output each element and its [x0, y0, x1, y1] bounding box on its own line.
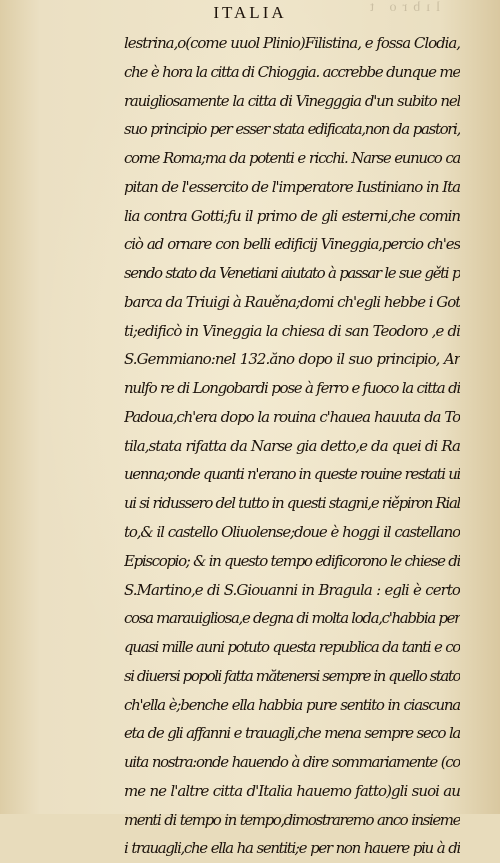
text-line: eta de gli affanni e trauagli,che mena sempre seco la — [124, 724, 460, 743]
text-line: cosa marauigliosa,e degna di molta loda,c'habbia per — [124, 609, 460, 628]
text-line: Episcopio; & in questo tempo edificorono le chiese di — [124, 551, 460, 570]
text-line: quasi mille auni potuto questa republica da tanti e co — [124, 638, 460, 657]
text-line: come Roma;ma da potenti e ricchi. Narse eunuco ca — [124, 149, 460, 168]
text-line: i trauagli,che ella ha sentiti;e per non hauere piu à di — [124, 839, 460, 858]
text-line: nulfo re di Longobardi pose à ferro e fuoco la citta di — [124, 379, 460, 398]
text-line: pitan de l'essercito de l'imperatore Iustiniano in Ita — [124, 177, 460, 196]
bleed-through-text: lıbro t — [364, 0, 440, 15]
text-line: ciò ad ornare con belli edificij Vineggia,percio ch'es — [124, 235, 460, 254]
text-line: Padoua,ch'era dopo la rouina c'hauea hauuta da To — [124, 407, 460, 426]
text-line: sendo stato da Venetiani aiutato à passar le sue gěti p — [124, 264, 460, 283]
text-line: suo principio per esser stata edificata,non da pastori, — [124, 120, 460, 139]
text-line: lia contra Gotti;fu il primo de gli esterni,che comin — [124, 206, 460, 225]
text-line: uita nostra:onde hauendo à dire sommariamente (co — [124, 753, 460, 772]
text-line: si diuersi popoli fatta mătenersi sempre in quello stato — [124, 666, 460, 685]
text-line: ti;edificò in Vineggia la chiesa di san Teodoro ,e di — [124, 321, 460, 340]
text-block — [124, 29, 460, 863]
text-line: uenna;onde quanti n'erano in queste rouine restati ui — [124, 465, 460, 484]
text-line: ch'ella è;benche ella habbia pure sentito in ciascuna — [124, 695, 460, 714]
text-line: S.Gemmiano:nel 132.ăno dopo il suo principio, Ar — [124, 350, 460, 369]
text-line: che è hora la citta di Chioggia. accrebbe dunque me — [124, 62, 460, 81]
text-line: S.Martino,e di S.Giouanni in Bragula : egli è certo — [124, 580, 460, 599]
text-line: lestrina,o(come uuol Plinio)Filistina, e fossa Clodia, — [124, 34, 460, 52]
text-line: barca da Triuigi à Rauěna;domi ch'egli hebbe i Got — [124, 292, 460, 311]
running-head: ITALIA — [213, 3, 287, 22]
text-line: me ne l'altre citta d'Italia hauemo fatto)gli suoi au — [124, 781, 460, 800]
text-line: ui si ridussero del tutto in questi stagni,e riěpiron Rial — [124, 494, 460, 513]
text-line: to,& il castello Oliuolense;doue è hoggi il castellano — [124, 523, 460, 542]
text-line: rauigliosamente la citta di Vinegggia d'un subito nel — [124, 91, 460, 110]
text-line: tila,stata rifatta da Narse gia detto,e da quei di Ra — [124, 436, 460, 455]
text-line: menti di tempo in tempo,dimostraremo anco insieme — [124, 810, 460, 829]
